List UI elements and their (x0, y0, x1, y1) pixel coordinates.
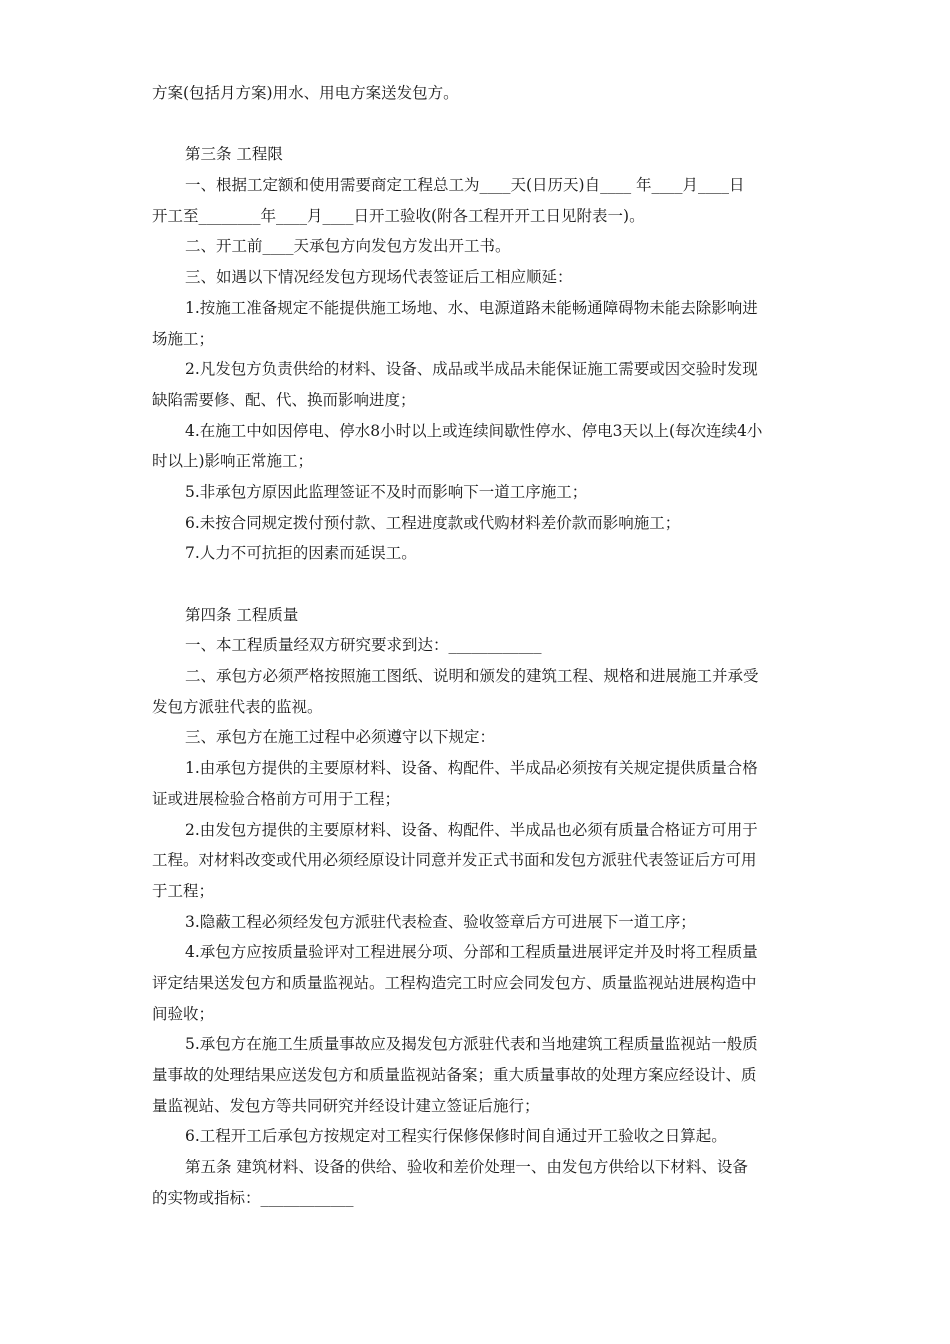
text-line: 一、本工程质量经双方研究要求到达：____________ (185, 636, 542, 655)
text-line: 的实物或指标：____________ (152, 1188, 354, 1207)
blank-line (152, 109, 806, 140)
text-line: 三、承包方在施工过程中必须遵守以下规定： (185, 728, 496, 747)
text-line: 2.凡发包方负责供给的材料、设备、成品或半成品未能保证施工需要或因交验时发现 (185, 360, 758, 379)
text-line: 7.人力不可抗拒的因素而延误工。 (185, 544, 417, 563)
text-line: 时以上)影响正常施工； (152, 452, 314, 471)
text-line: 缺陷需要修、配、代、换而影响进度； (152, 390, 416, 409)
text-line: 4.在施工中如因停电、停水8小时以上或连续间歇性停水、停电3天以上(每次连续4小 (185, 421, 763, 440)
text-line: 开工至________年____月____日开工验收(附各工程开开工日见附表一)。 (152, 206, 645, 225)
text-line: 于工程； (152, 881, 215, 900)
text-line: 发包方派驻代表的监视。 (152, 697, 323, 716)
text-line: 一、根据工定额和使用需要商定工程总工为____天(日历天)自____ 年____月____日 (185, 176, 745, 195)
text-line: 6.工程开工后承包方按规定对工程实行保修保修时间自通过开工验收之日算起。 (185, 1127, 727, 1146)
text-line: 评定结果送发包方和质量监视站。工程构造完工时应会同发包方、质量监视站进展构造中 (152, 973, 757, 992)
text-line: 方案(包括月方案)用水、用电方案送发包方。 (152, 84, 459, 102)
text-line: 1.由承包方提供的主要原材料、设备、构配件、半成品必须按有关规定提供质量合格 (185, 759, 758, 778)
text-line: 4.承包方应按质量验评对工程进展分项、分部和工程质量进展评定并及时将工程质量 (185, 943, 758, 962)
text-line: 间验收； (152, 1004, 215, 1023)
text-line: 二、开工前____天承包方向发包方发出开工书。 (185, 237, 511, 256)
text-line: 第五条 建筑材料、设备的供给、验收和差价处理一、由发包方供给以下材料、设备 (185, 1158, 748, 1177)
text-line: 第四条 工程质量 (185, 605, 299, 624)
text-line: 二、承包方必须严格按照施工图纸、说明和颁发的建筑工程、规格和进展施工并承受 (185, 667, 759, 686)
text-line: 2.由发包方提供的主要原材料、设备、构配件、半成品也必须有质量合格证方可用于 (185, 820, 758, 839)
text-line: 三、如遇以下情况经发包方现场代表签证后工相应顺延： (185, 268, 573, 287)
text-line: 6.未按合同规定拨付预付款、工程进度款或代购材料差价款而影响施工； (185, 513, 681, 532)
text-line: 工程。对材料改变或代用必须经原设计同意并发正式书面和发包方派驻代表签证后方可用 (152, 851, 757, 870)
text-line: 5.承包方在施工生质量事故应及揭发包方派驻代表和当地建筑工程质量监视站一般质 (185, 1035, 758, 1054)
text-line: 3.隐蔽工程必须经发包方派驻代表检查、验收签章后方可进展下一道工序； (185, 912, 696, 931)
text-line: 1.按施工准备规定不能提供施工场地、水、电源道路未能畅通障碍物未能去除影响进 (185, 298, 758, 317)
text-line: 第三条 工程限 (185, 145, 283, 164)
blank-line (152, 569, 806, 600)
text-line: 量监视站、发包方等共同研究并经设计建立签证后施行； (152, 1096, 540, 1115)
text-line: 量事故的处理结果应送发包方和质量监视站备案；重大质量事故的处理方案应经设计、质 (152, 1066, 757, 1084)
text-line: 场施工； (152, 329, 215, 348)
document-page (152, 78, 806, 1213)
text-line: 5.非承包方原因此监理签证不及时而影响下一道工序施工； (185, 482, 588, 501)
text-line: 证或进展检验合格前方可用于工程； (152, 789, 401, 808)
